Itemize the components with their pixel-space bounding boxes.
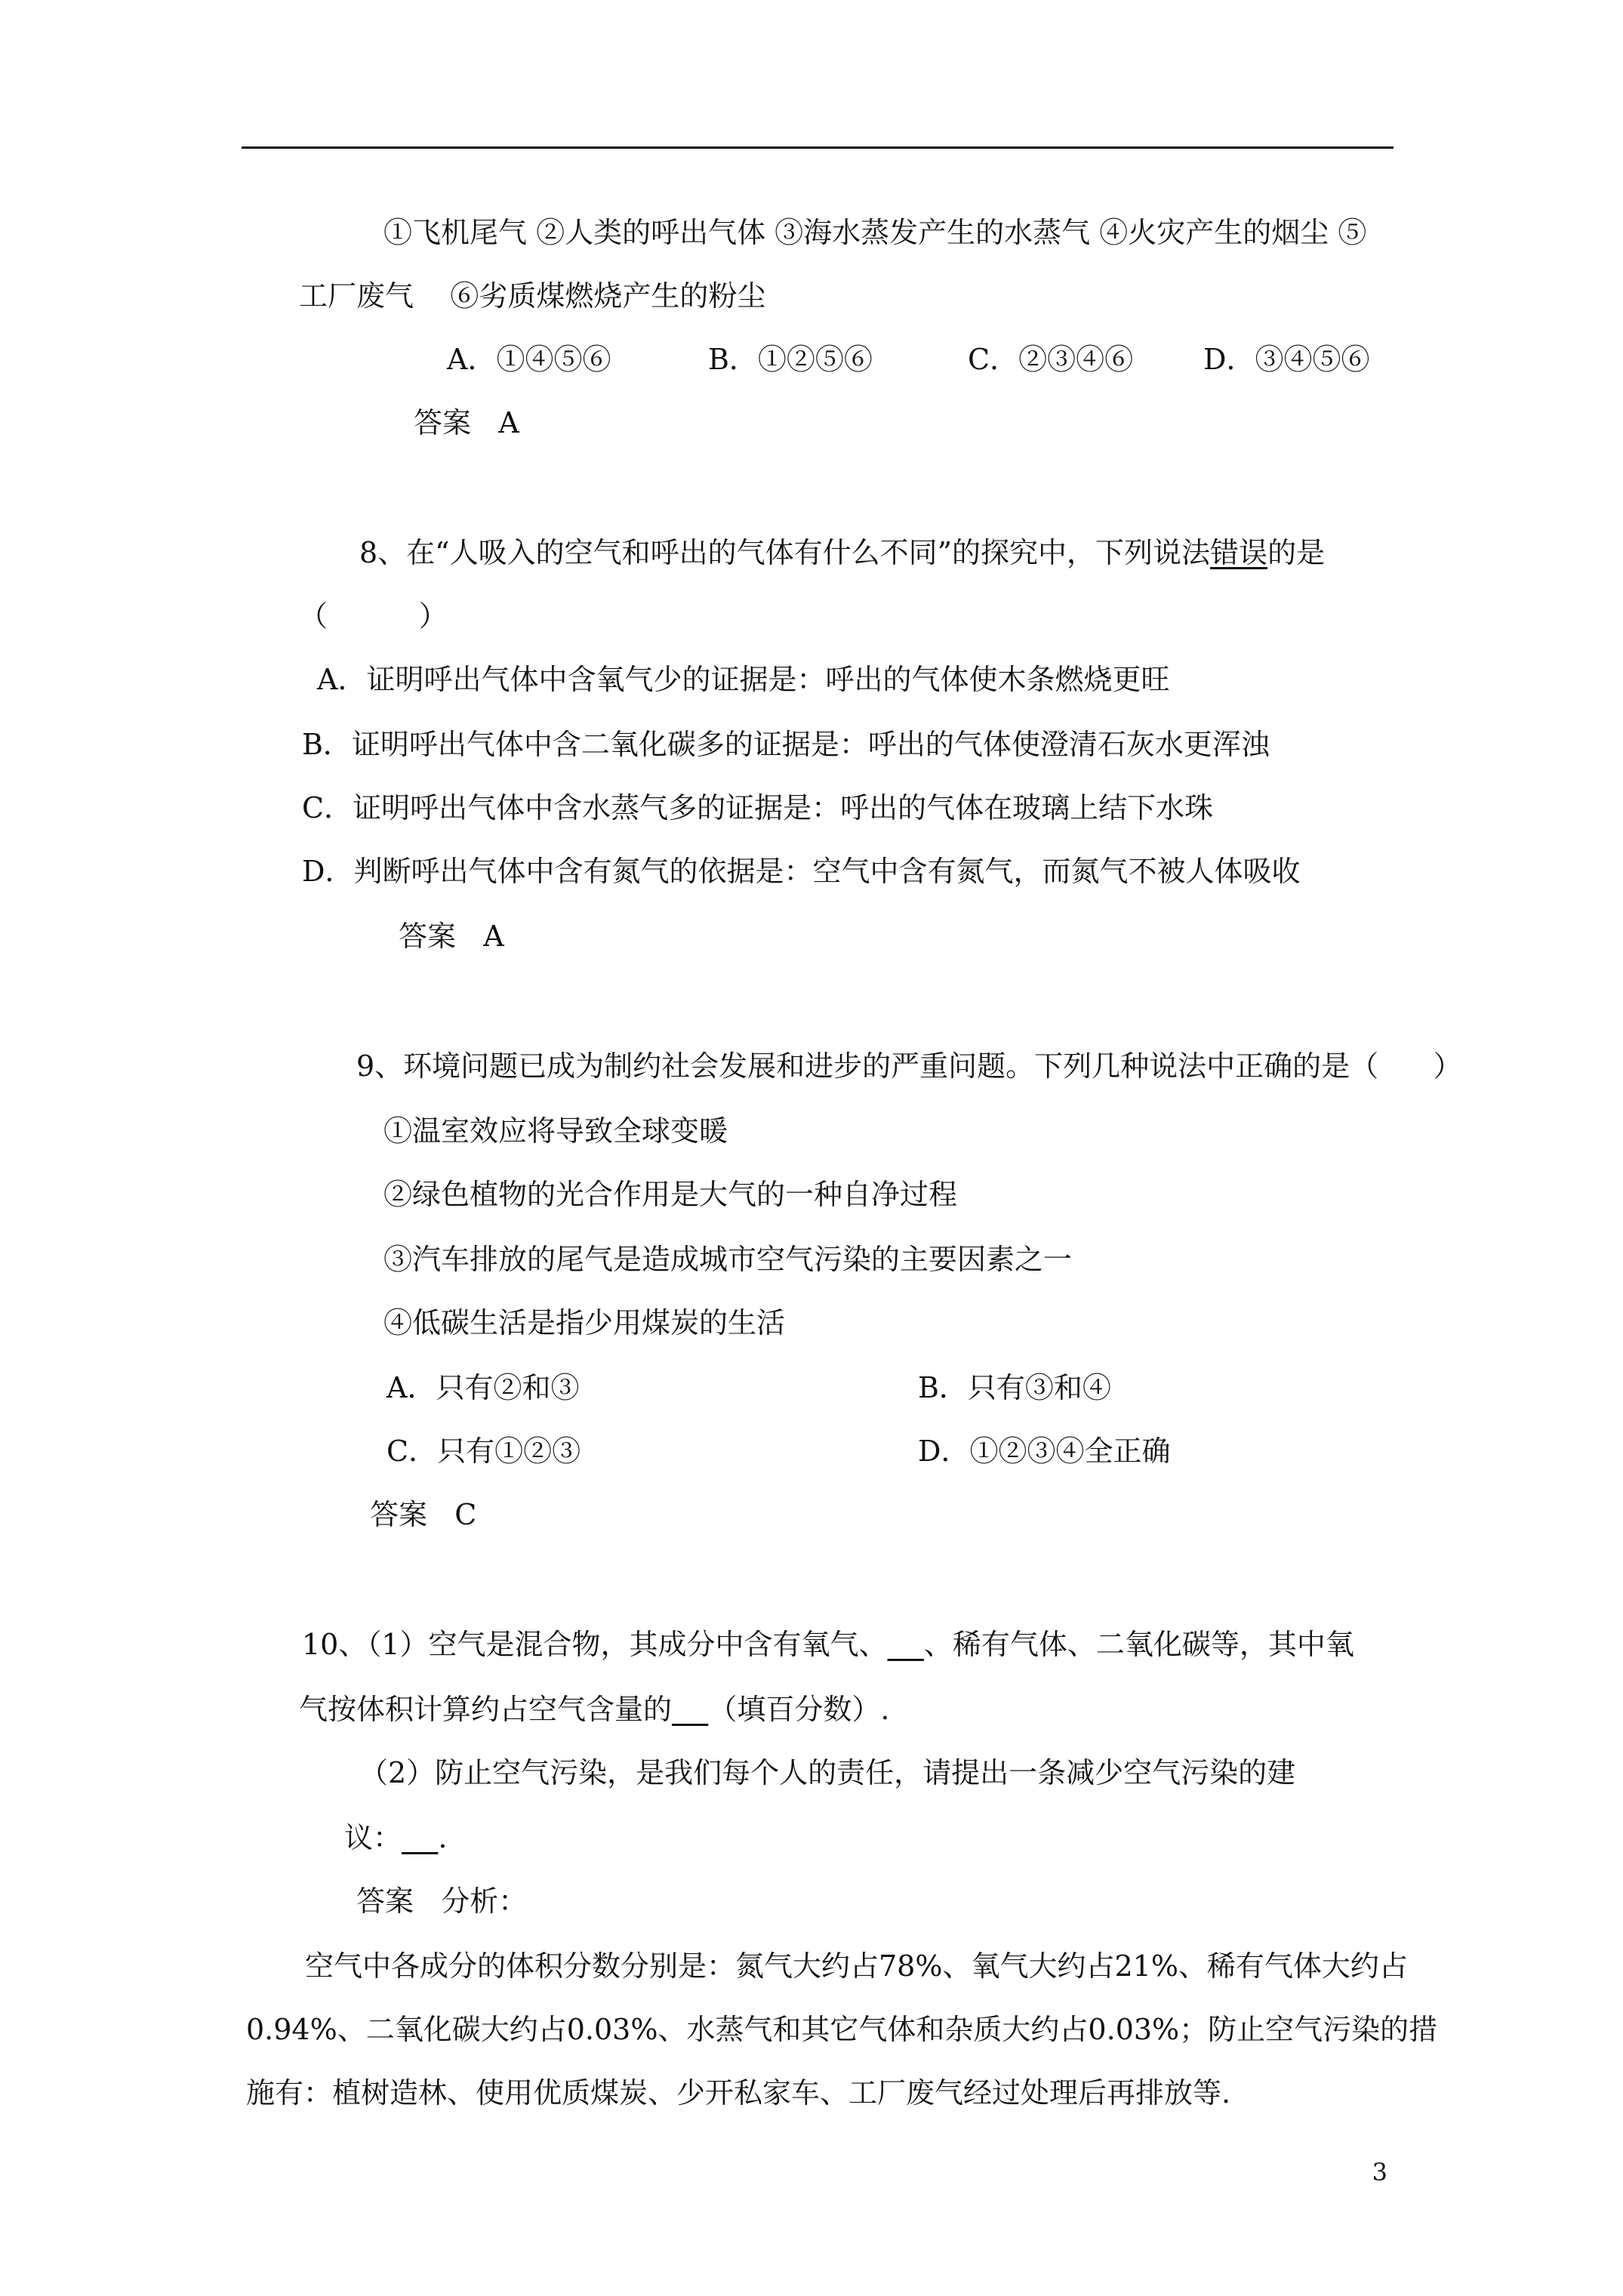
q10-blank-3 (402, 1821, 438, 1854)
q9-statement-3: ③汽车排放的尾气是造成城市空气污染的主要因素之一 (383, 1243, 1073, 1276)
q9-stem: 9、环境问题已成为制约社会发展和进步的严重问题。下列几种说法中正确的是（ ） (356, 1049, 1462, 1083)
q10-blank-1 (888, 1628, 924, 1661)
q7-stem-line2: 工厂废气 ⑥劣质煤燃烧产生的粉尘 (299, 279, 766, 313)
q10-part2-line2-b: . (438, 1821, 448, 1854)
q9-option-a: A．只有②和③ (387, 1371, 580, 1404)
q10-part1-line1 (302, 1626, 1354, 1663)
q8-answer: 答案 A (399, 920, 504, 953)
q8-stem-before: 8、在“人吸入的空气和呼出的气体有什么不同”的探究中，下列说法 (359, 536, 1211, 569)
q8-option-c: C．证明呼出气体中含水蒸气多的证据是：呼出的气体在玻璃上结下水珠 (302, 791, 1214, 824)
q10-part2-line2-a: 议： (344, 1821, 402, 1854)
q9-option-d: D．①②③④全正确 (918, 1435, 1171, 1468)
page-number: 3 (1372, 2158, 1387, 2187)
q7-option-a: A．①④⑤⑥ (447, 343, 611, 376)
q7-option-c: C．②③④⑥ (968, 343, 1134, 376)
q7-option-d: D．③④⑤⑥ (1203, 343, 1370, 376)
q8-option-b: B．证明呼出气体中含二氧化碳多的证据是：呼出的气体使澄清石灰水更浑浊 (302, 728, 1270, 761)
q9-option-b: B．只有③和④ (918, 1371, 1111, 1404)
q8-option-a: A．证明呼出气体中含氧气少的证据是：呼出的气体使木条燃烧更旺 (317, 663, 1170, 696)
q8-stem-after: 的是 (1267, 536, 1326, 569)
q10-part1-line1-a: 10、（1）空气是混合物，其成分中含有氧气、 (302, 1628, 888, 1661)
header-rule (242, 146, 1394, 149)
q7-option-b: B．①②⑤⑥ (708, 343, 873, 376)
q7-answer: 答案 A (414, 406, 519, 439)
q7-stem-line1: ①飞机尾气 ②人类的呼出气体 ③海水蒸发产生的水蒸气 ④火灾产生的烟尘 ⑤ (383, 216, 1367, 249)
q10-part2-line1: （2）防止空气污染，是我们每个人的责任，请提出一条减少空气污染的建 (359, 1756, 1296, 1789)
q9-statement-2: ②绿色植物的光合作用是大气的一种自净过程 (383, 1178, 958, 1211)
q9-answer: 答案 C (370, 1498, 477, 1531)
q10-part1-line2 (299, 1691, 889, 1727)
q10-blank-2 (672, 1693, 708, 1726)
q9-statement-1: ①温室效应将导致全球变暖 (383, 1114, 728, 1148)
q9-option-c: C．只有①②③ (387, 1435, 581, 1468)
q10-part2-line2 (344, 1820, 447, 1856)
q10-analysis-line1: 空气中各成分的体积分数分别是：氮气大约占78%、氧气大约占21%、稀有气体大约占 (305, 1949, 1408, 1983)
q8-paren: （ ） (299, 599, 448, 633)
q9-statement-4: ④低碳生活是指少用煤炭的生活 (383, 1306, 786, 1339)
q10-part1-line1-b: 、稀有气体、二氧化碳等，其中氧 (923, 1628, 1354, 1661)
q10-analysis-line3: 施有：植树造林、使用优质煤炭、少开私家车、工厂废气经过处理后再排放等. (246, 2076, 1231, 2110)
q8-option-d: D．判断呼出气体中含有氮气的依据是：空气中含有氮气，而氮气不被人体吸收 (302, 855, 1301, 888)
q10-answer: 答案 分析： (356, 1885, 528, 1918)
q10-part1-line2-b: （填百分数）. (708, 1693, 890, 1726)
q8-stem (359, 535, 1325, 571)
q10-analysis-line2: 0.94%、二氧化碳大约占0.03%、水蒸气和其它气体和杂质大约占0.03%；防止空气污染的措 (246, 2013, 1438, 2046)
q8-stem-underlined: 错误 (1210, 536, 1268, 569)
q10-part1-line2-a: 气按体积计算约占空气含量的 (299, 1693, 673, 1726)
